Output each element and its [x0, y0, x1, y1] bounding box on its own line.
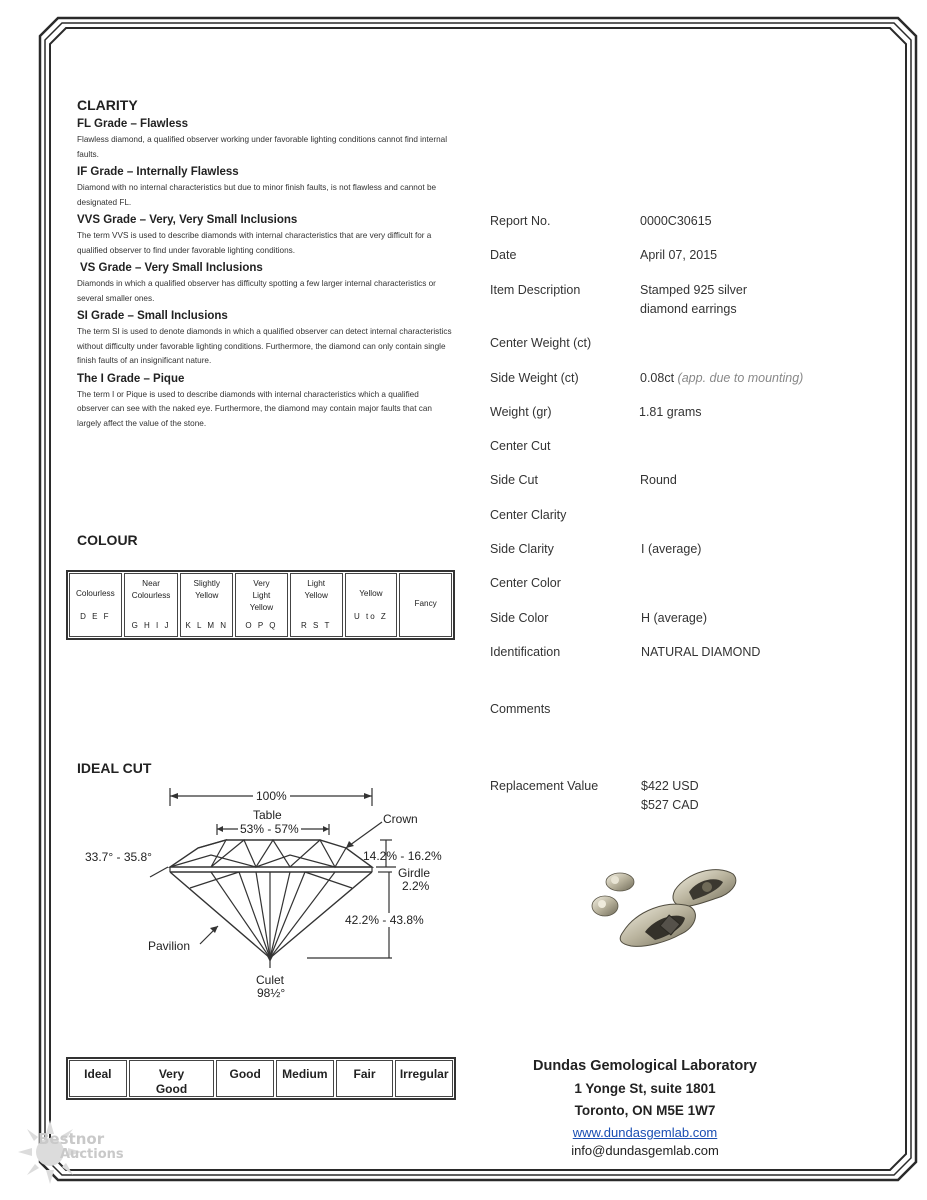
side-weight-amount: 0.08ct	[640, 371, 675, 385]
girdle-label: Girdle	[398, 866, 431, 880]
colour-name: Colourless	[76, 588, 115, 598]
watermark-line2: Auctions	[60, 1147, 124, 1162]
replacement-value-label: Replacement Value	[490, 779, 599, 793]
side-clarity-value: I (average)	[641, 542, 702, 556]
side-clarity-label: Side Clarity	[490, 542, 554, 556]
identification-label: Identification	[490, 645, 561, 659]
lab-address-line2: Toronto, ON M5E 1W7	[574, 1103, 716, 1118]
date-label: Date	[490, 248, 517, 262]
item-description-label: Item Description	[490, 283, 581, 297]
side-cut-label: Side Cut	[490, 473, 538, 487]
culet-label: Culet	[256, 973, 285, 987]
lab-website-row	[500, 1124, 790, 1142]
replacement-value-usd: $422 USD	[641, 779, 699, 793]
side-weight-note: (app. due to mounting)	[677, 371, 804, 385]
crown-angle-label: 33.7° - 35.8°	[85, 850, 152, 864]
center-weight-label: Center Weight (ct)	[490, 336, 592, 350]
center-color-label: Center Color	[490, 576, 561, 590]
item-description-value: Stamped 925 silver	[640, 283, 748, 297]
grade-heading: VS Grade – Very Small Inclusions	[80, 262, 263, 274]
side-color-label: Side Color	[490, 611, 549, 625]
grade-description: Diamond with no internal characteristics but due to minor finish faults, is not flawless and cannot be designated FL.	[77, 183, 437, 207]
grade-heading: SI Grade – Small Inclusions	[77, 310, 228, 322]
lab-email: info@dundasgemlab.com	[571, 1143, 719, 1158]
ideal-cut-title: IDEAL CUT	[77, 760, 152, 776]
colour-name: Near Colourless	[131, 579, 171, 600]
clarity-title: CLARITY	[77, 97, 138, 113]
colour-name: Very Light Yellow	[249, 579, 274, 612]
cut-grade-cell: Ideal	[69, 1060, 127, 1097]
crown-height-label: 14.2% - 16.2%	[363, 849, 442, 863]
comments-label: Comments	[490, 702, 551, 716]
replacement-value-cad: $527 CAD	[641, 798, 699, 812]
identification-value: NATURAL DIAMOND	[641, 645, 761, 659]
center-clarity-label: Center Clarity	[490, 508, 567, 522]
grade-heading: VVS Grade – Very, Very Small Inclusions	[77, 214, 298, 226]
report-no-label: Report No.	[490, 214, 551, 228]
grade-description: The term I or Pique is used to describe diamonds with internal characteristics which a qualified observer can see with the naked eye. Furthermore, the diamond may contain major faults that can largely affect the value of the stone.	[77, 389, 432, 428]
colour-letters: D E F	[80, 611, 111, 621]
grade-description: The term VVS is used to describe diamonds with internal characteristics that are very difficult for a qualified observer to find under favorable lighting conditions.	[77, 231, 432, 255]
cut-grade-table	[66, 1057, 456, 1100]
cut-grade-cell: Fair	[336, 1060, 394, 1097]
grade-heading: FL Grade – Flawless	[77, 118, 189, 130]
lab-website-link[interactable]: www.dundasgemlab.com	[572, 1125, 718, 1140]
grade-description: Diamonds in which a qualified observer has difficulty spotting a few larger internal characteristics or several smaller ones.	[77, 279, 436, 303]
lab-name: Dundas Gemological Laboratory	[533, 1058, 757, 1074]
watermark-line1: Bestnor	[38, 1130, 105, 1148]
watermark-text	[38, 1132, 124, 1162]
cut-grade-cell: Good	[216, 1060, 274, 1097]
colour-letters: U to Z	[354, 611, 388, 621]
cut-grade-cell: Irregular	[395, 1060, 453, 1097]
side-weight-value	[640, 369, 803, 388]
colour-name: Light Yellow	[304, 579, 328, 600]
colour-letters: R S T	[301, 621, 332, 630]
lab-address-line1: 1 Yonge St, suite 1801	[574, 1081, 716, 1096]
grade-heading: The I Grade – Pique	[77, 372, 185, 385]
weight-label: Weight (gr)	[490, 405, 552, 419]
earrings-photo	[585, 862, 745, 952]
date-value: April 07, 2015	[640, 248, 718, 262]
crown-label: Crown	[383, 812, 418, 826]
grade-heading: IF Grade – Internally Flawless	[77, 166, 239, 178]
colour-name: Fancy	[414, 599, 437, 608]
pavilion-label: Pavilion	[148, 939, 191, 953]
table-label: Table	[253, 808, 282, 822]
colour-letters: O P Q	[245, 621, 278, 630]
grade-description: Flawless diamond, a qualified observer working under favorable lighting conditions cannot find internal faults.	[77, 135, 448, 159]
side-weight-label: Side Weight (ct)	[490, 371, 579, 385]
width-label: 100%	[253, 789, 290, 803]
grade-description: The term SI is used to denote diamonds in which a qualified observer can detect internal characteristics without difficulty under favorable lighting conditions. Furthermore, the diamond can only contain single finish faults of an insignificant nature.	[77, 327, 452, 365]
side-cut-value: Round	[640, 473, 677, 487]
cut-grade-cell: Very Good	[129, 1060, 215, 1097]
cut-grade-cell: Medium	[276, 1060, 334, 1097]
colour-title: COLOUR	[77, 532, 138, 548]
side-color-value: H (average)	[641, 611, 707, 625]
colour-letters: K L M N	[185, 621, 229, 630]
item-description-value-line2: diamond earrings	[640, 302, 737, 316]
report-no-value: 0000C30615	[640, 214, 712, 228]
colour-name: Slightly Yellow	[193, 579, 220, 600]
weight-value: 1.81 grams	[639, 405, 702, 419]
center-cut-label: Center Cut	[490, 439, 551, 453]
table-range-label: 53% - 57%	[240, 822, 299, 836]
girdle-value: 2.2%	[402, 879, 430, 893]
colour-name: Yellow	[359, 588, 383, 598]
culet-value: 98½°	[257, 986, 286, 1000]
pavilion-depth-label: 42.2% - 43.8%	[345, 913, 424, 927]
colour-letters: G H I J	[131, 621, 171, 630]
